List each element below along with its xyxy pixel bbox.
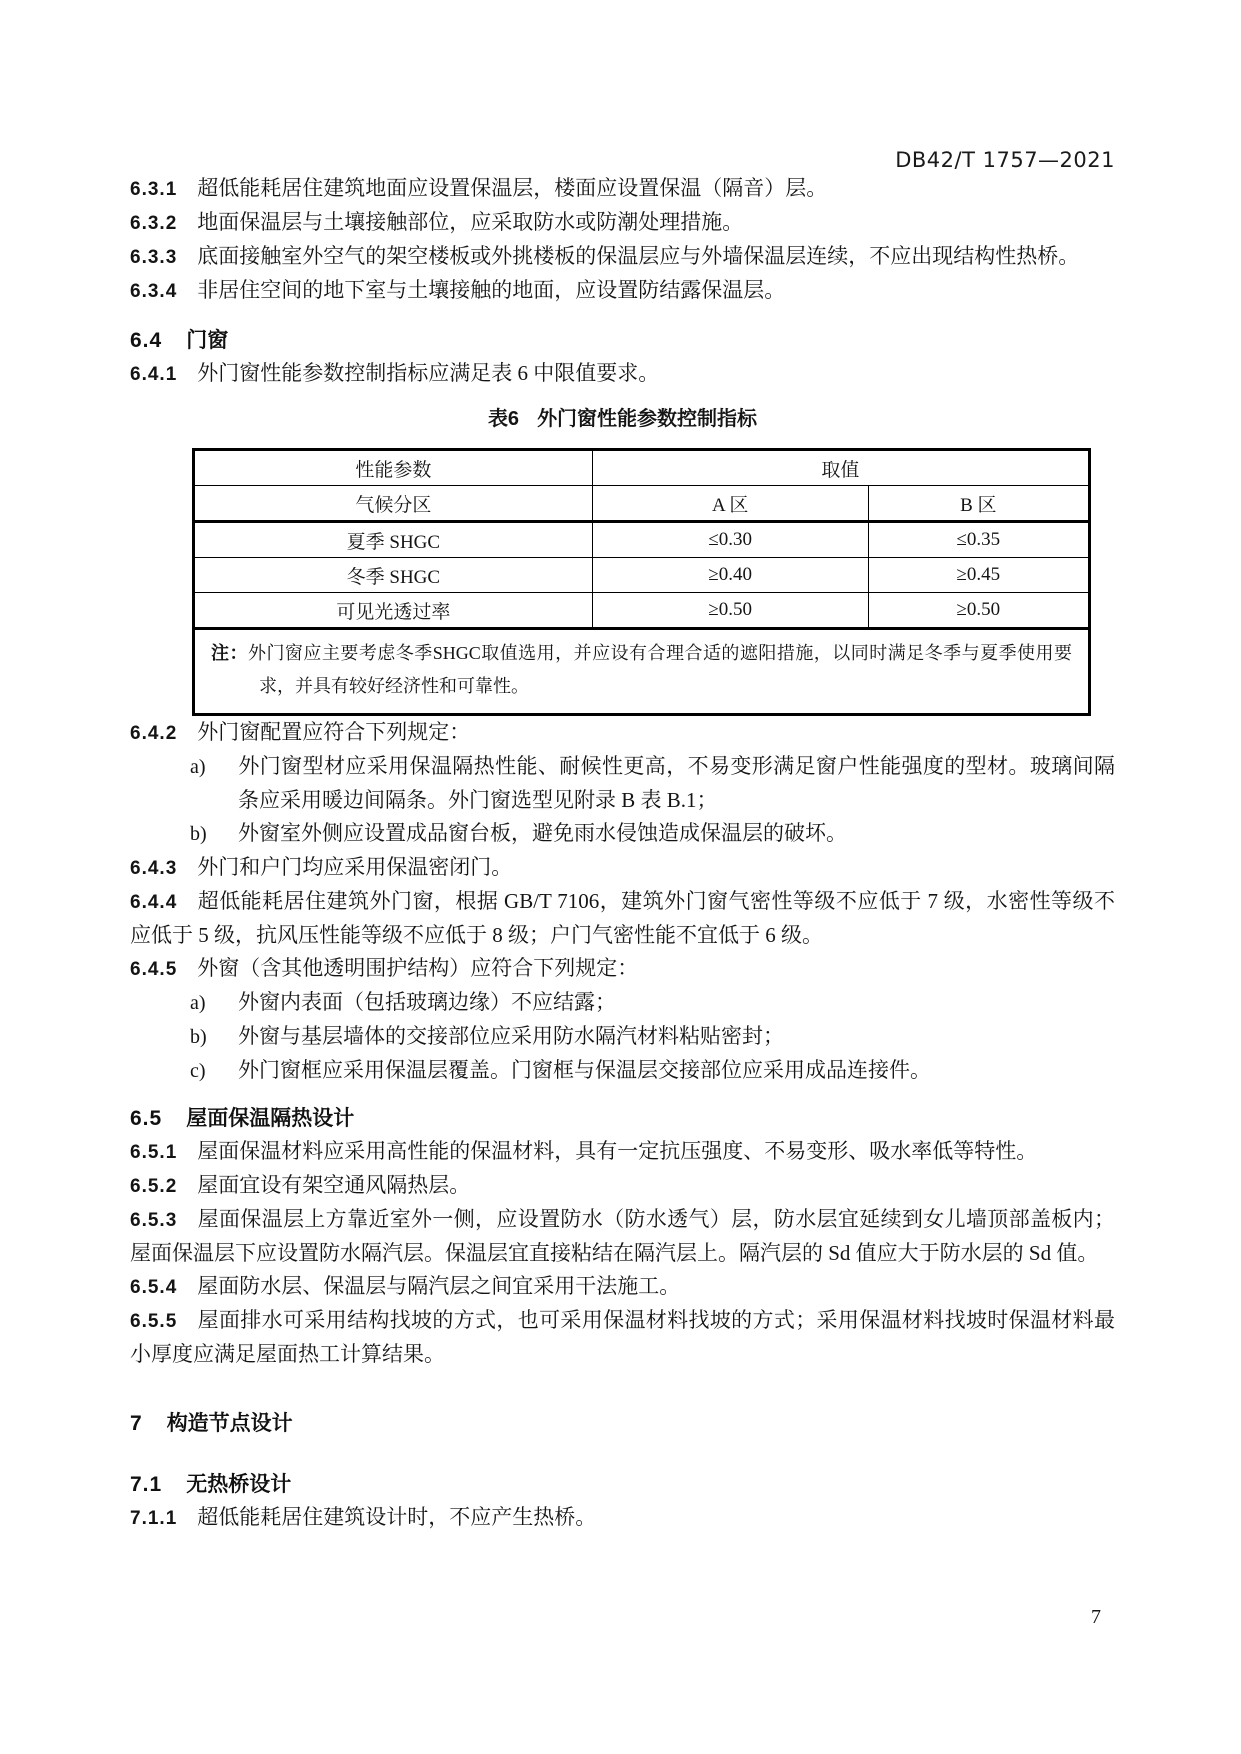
clause-6-3-4 <box>130 274 1115 308</box>
list-item-a <box>130 750 1115 817</box>
clause-text: 屋面保温材料应采用高性能的保温材料，具有一定抗压强度、不易变形、吸水率低等特性。 <box>197 1139 1038 1163</box>
clause-text: 屋面排水可采用结构找坡的方式，也可采用保温材料找坡的方式；采用保温材料找坡时保温材料最小厚度应满足屋面热工计算结果。 <box>130 1308 1115 1366</box>
clause-text: 外门窗性能参数控制指标应满足表 6 中限值要求。 <box>197 361 660 385</box>
clause-number: 6.4.2 <box>130 723 178 744</box>
table6-note-row <box>194 629 1090 715</box>
clause-6-4-5 <box>130 952 1115 986</box>
clause-number: 6.5.1 <box>130 1142 178 1163</box>
section-heading-6-4 <box>130 324 1115 357</box>
page-number: 7 <box>1091 1606 1101 1628</box>
standard-reference: DB42/T 1757—2021 <box>895 148 1115 172</box>
list-item-marker: c) <box>190 1060 206 1082</box>
clause-number: 6.5.2 <box>130 1176 178 1197</box>
list-item-c <box>130 1054 1115 1088</box>
table6-value-b-cell: ≥0.50 <box>868 593 1089 629</box>
section-number: 7.1 <box>130 1473 163 1496</box>
table6-note-cell <box>194 629 1090 715</box>
clause-text: 超低能耗居住建筑外门窗，根据 GB/T 7106，建筑外门窗气密性等级不应低于 7 级，水密性等级不应低于 5 级，抗风压性能等级不应低于 8 级；户门气密性能不宜低于 6 级。 <box>130 889 1115 947</box>
table6-row-visible-light <box>194 593 1090 629</box>
clause-7-1-1 <box>130 1501 1115 1535</box>
table6-value-a-cell: ≥0.50 <box>592 593 868 629</box>
list-item-b <box>130 1020 1115 1054</box>
clause-number: 6.3.4 <box>130 281 178 302</box>
clause-6-3-3 <box>130 240 1115 274</box>
list-item-text: 外窗室外侧应设置成品窗台板，避免雨水侵蚀造成保温层的破坏。 <box>238 821 847 845</box>
clause-number: 6.4.3 <box>130 858 178 879</box>
table6-note <box>211 637 1072 703</box>
clause-text: 屋面防水层、保温层与隔汽层之间宜采用干法施工。 <box>197 1274 681 1298</box>
table6-zone-row <box>194 486 1090 522</box>
clause-number: 6.4.4 <box>130 892 178 913</box>
clause-text: 外门和户门均应采用保温密闭门。 <box>197 855 513 879</box>
table6-zone-b-cell: B 区 <box>868 486 1089 522</box>
clause-6-5-2 <box>130 1169 1115 1203</box>
table6-header-value-cell: 取值 <box>592 450 1089 486</box>
clause-text: 非居住空间的地下室与土壤接触的地面，应设置防结露保温层。 <box>197 278 786 302</box>
clause-number: 6.3.3 <box>130 247 178 268</box>
list-item-marker: a) <box>190 992 206 1014</box>
clause-number: 7.1.1 <box>130 1508 178 1529</box>
table6-caption-label: 表6 <box>487 408 520 430</box>
clause-text: 底面接触室外空气的架空楼板或外挑楼板的保温层应与外墙保温层连续，不应出现结构性热桥。 <box>197 244 1080 268</box>
list-item-text: 外窗与基层墙体的交接部位应采用防水隔汽材料粘贴密封； <box>238 1024 784 1048</box>
table6-param-cell: 可见光透过率 <box>194 593 593 629</box>
list-item-marker: a) <box>190 756 206 778</box>
clause-6-5-5 <box>130 1304 1115 1371</box>
table6 <box>192 448 1091 716</box>
section-title: 门窗 <box>186 329 229 352</box>
clause-6-3-2 <box>130 206 1115 240</box>
clause-6-5-3 <box>130 1203 1115 1270</box>
clause-text: 外门窗配置应符合下列规定： <box>197 720 471 744</box>
clause-6-3-1 <box>130 172 1115 206</box>
clause-6-4-2 <box>130 716 1115 750</box>
table6-note-label: 注： <box>211 643 248 663</box>
clause-number: 6.5.4 <box>130 1277 178 1298</box>
list-item-text: 外门窗框应采用保温层覆盖。门窗框与保温层交接部位应采用成品连接件。 <box>238 1058 931 1082</box>
table6-value-a-cell: ≥0.40 <box>592 558 868 593</box>
section-heading-7-1 <box>130 1468 1115 1501</box>
list-item-text: 外门窗型材应采用保温隔热性能、耐候性更高，不易变形满足窗户性能强度的型材。玻璃间隔条应采用暖边间隔条。外门窗选型见附录 B 表 B.1； <box>238 754 1115 812</box>
clause-number: 6.4.1 <box>130 364 178 385</box>
table6-param-cell: 夏季 SHGC <box>194 522 593 558</box>
clause-text: 超低能耗居住建筑地面应设置保温层，楼面应设置保温（隔音）层。 <box>197 176 828 200</box>
table6-row-summer-shgc <box>194 522 1090 558</box>
section-title: 无热桥设计 <box>186 1473 292 1496</box>
clause-6-5-4 <box>130 1270 1115 1304</box>
clause-6-4-1 <box>130 357 1115 391</box>
table6-header-param-cell: 性能参数 <box>194 450 593 486</box>
list-item-marker: b) <box>190 823 207 845</box>
table6-zone-label-cell: 气候分区 <box>194 486 593 522</box>
clause-6-5-1 <box>130 1135 1115 1169</box>
table6-caption <box>130 403 1115 436</box>
list-item-text: 外窗内表面（包括玻璃边缘）不应结露； <box>238 990 616 1014</box>
table6-value-a-cell: ≤0.30 <box>592 522 868 558</box>
table6-row-winter-shgc <box>194 558 1090 593</box>
clause-number: 6.5.5 <box>130 1311 178 1332</box>
table6-zone-a-cell: A 区 <box>592 486 868 522</box>
clause-text: 外窗（含其他透明围护结构）应符合下列规定： <box>197 956 639 980</box>
clause-text: 屋面宜设有架空通风隔热层。 <box>197 1173 471 1197</box>
table6-value-b-cell: ≤0.35 <box>868 522 1089 558</box>
clause-text: 超低能耗居住建筑设计时，不应产生热桥。 <box>197 1505 597 1529</box>
section-title: 屋面保温隔热设计 <box>186 1107 355 1130</box>
clause-6-4-4 <box>130 885 1115 952</box>
clause-text: 屋面保温层上方靠近室外一侧，应设置防水（防水透气）层，防水层宜延续到女儿墙顶部盖板内；屋面保温层下应设置防水隔汽层。保温层宜直接粘结在隔汽层上。隔汽层的 Sd 值应大于防水层的 Sd 值。 <box>130 1207 1115 1265</box>
clause-6-4-3 <box>130 851 1115 885</box>
section-heading-7 <box>130 1407 1115 1440</box>
table6-header-row <box>194 450 1090 486</box>
table6-note-text: 外门窗应主要考虑冬季SHGC取值选用，并应设有合理合适的遮阳措施，以同时满足冬季与夏季使用要求，并具有较好经济性和可靠性。 <box>247 643 1073 696</box>
table6-caption-title: 外门窗性能参数控制指标 <box>537 408 758 430</box>
clause-number: 6.3.2 <box>130 213 178 234</box>
section-title: 构造节点设计 <box>166 1412 293 1435</box>
clause-number: 6.5.3 <box>130 1210 178 1231</box>
list-item-b <box>130 817 1115 851</box>
table6-param-cell: 冬季 SHGC <box>194 558 593 593</box>
list-item-a <box>130 986 1115 1020</box>
section-number: 6.5 <box>130 1107 163 1130</box>
table6-value-b-cell: ≥0.45 <box>868 558 1089 593</box>
section-heading-6-5 <box>130 1102 1115 1135</box>
list-item-marker: b) <box>190 1026 207 1048</box>
section-number: 7 <box>130 1412 143 1435</box>
section-number: 6.4 <box>130 329 163 352</box>
clause-text: 地面保温层与土壤接触部位，应采取防水或防潮处理措施。 <box>197 210 744 234</box>
clause-number: 6.3.1 <box>130 179 178 200</box>
clause-number: 6.4.5 <box>130 959 178 980</box>
